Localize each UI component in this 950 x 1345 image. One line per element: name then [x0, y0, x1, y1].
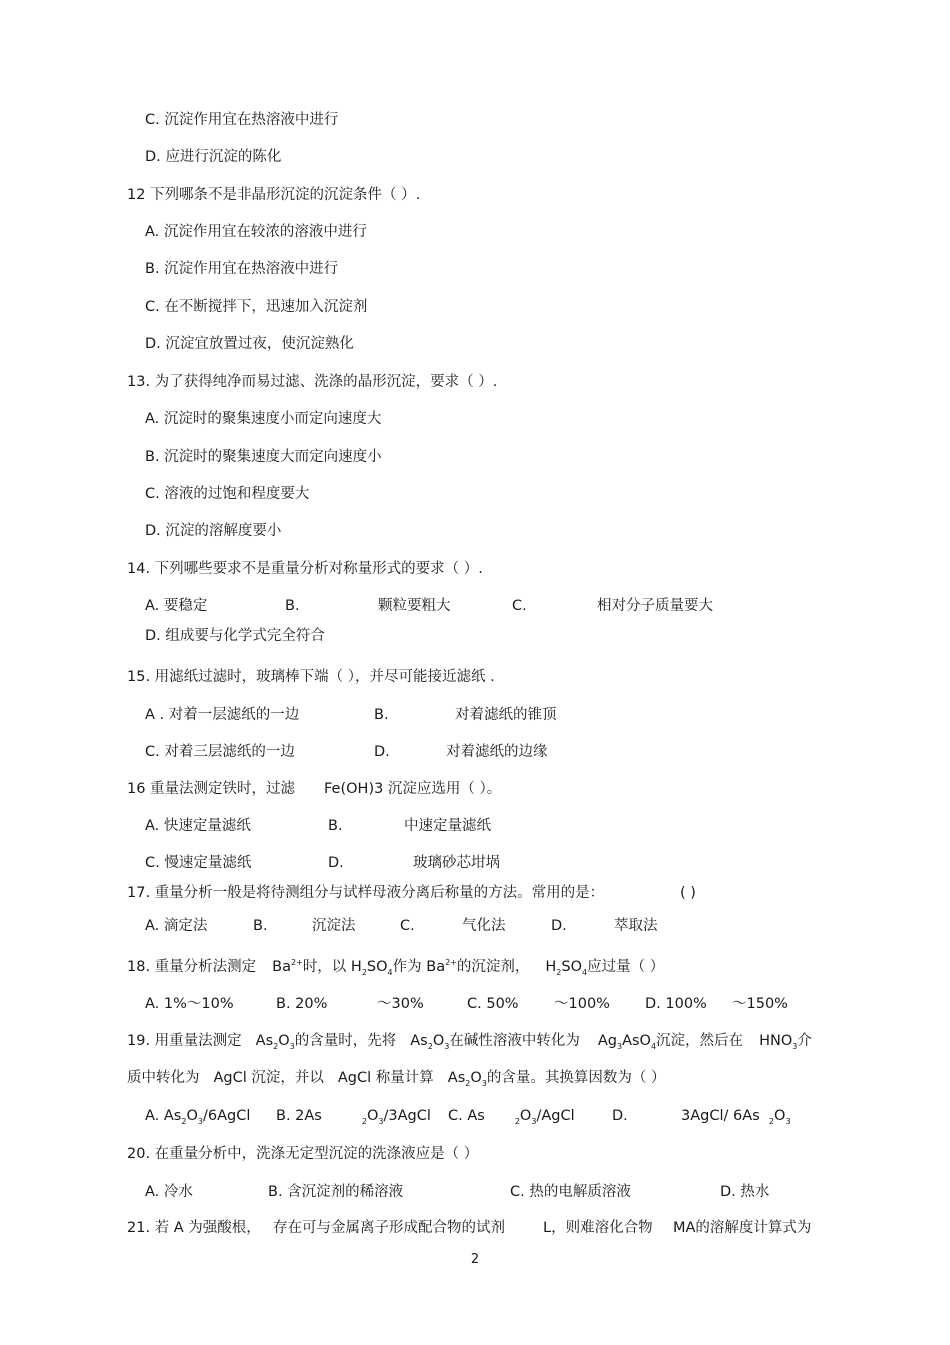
q15-option-d-letter: D. — [374, 744, 390, 760]
q15-option-b: 对着滤纸的锥顶 — [455, 707, 557, 723]
q15-option-a: A . 对着一层滤纸的一边 — [145, 707, 300, 723]
q17-stem: 17. 重量分析一般是将待测组分与试样母液分离后称量的方法。常用的是： — [127, 885, 605, 901]
q17-answer-paren: ( ) — [680, 885, 696, 901]
q14-stem: 14. 下列哪些要求不是重量分析对称量形式的要求（ ）. — [127, 561, 483, 577]
q18-stem: 18. 重量分析法测定 $Ba^{2+}$时，以 $H_2SO_4$作为 $Ba^{2+}$的沉淀剂， $H_2SO_4$应过量（ ） — [127, 958, 665, 977]
q18-option-b-range: ～30% — [377, 996, 424, 1012]
q18-option-b: B. 20% — [276, 996, 328, 1012]
q12-option-b: B. 沉淀作用宜在热溶液中进行 — [145, 261, 339, 277]
q20-stem: 20. 在重量分析中，洗涤无定型沉淀的洗涤液应是（ ） — [127, 1146, 479, 1162]
q17-option-c: 气化法 — [462, 918, 506, 934]
q14-option-b-letter: B. — [285, 598, 300, 614]
q20-option-b: B. 含沉淀剂的稀溶液 — [268, 1184, 404, 1200]
q13-option-d: D. 沉淀的溶解度要小 — [145, 523, 282, 539]
q13-option-a: A. 沉淀时的聚集速度小而定向速度大 — [145, 411, 382, 427]
q12-option-d: D. 沉淀宜放置过夜，使沉淀熟化 — [145, 336, 354, 352]
q16-option-b-letter: B. — [328, 818, 343, 834]
q15-stem: 15. 用滤纸过滤时，玻璃棒下端（ ），并尽可能接近滤纸 . — [127, 669, 495, 685]
q19-option-c: C. As $_2O_3$/AgCl — [448, 1108, 575, 1126]
q17-option-d-letter: D. — [551, 918, 567, 934]
q11-option-d: D. 应进行沉淀的陈化 — [145, 149, 282, 165]
q20-option-c: C. 热的电解质溶液 — [510, 1184, 631, 1200]
q17-option-d: 萃取法 — [614, 918, 658, 934]
q19-stem-line2: 质中转化为 AgCl 沉淀，并以 AgCl 称量计算 $As_2O_3$的含量。其换算因数为（ ） — [127, 1070, 666, 1088]
q13-stem: 13. 为了获得纯净而易过滤、洗涤的晶形沉淀，要求（ ）. — [127, 374, 498, 390]
q15-option-b-letter: B. — [374, 707, 389, 723]
q14-option-b: 颗粒要粗大 — [378, 598, 451, 614]
q16-stem-part2: Fe(OH)3 沉淀应选用（ ）。 — [324, 781, 502, 797]
q19-option-a: A. $As_2O_3/6AgCl$ — [145, 1108, 251, 1126]
q14-option-c: 相对分子质量要大 — [597, 598, 713, 614]
q20-option-d: D. 热水 — [720, 1184, 770, 1200]
q21-stem-part3: L，则难溶化合物 — [543, 1220, 653, 1236]
q17-option-b-letter: B. — [253, 918, 268, 934]
q16-stem-part1: 16 重量法测定铁时，过滤 — [127, 781, 296, 797]
q16-option-d-letter: D. — [328, 855, 344, 871]
q17-option-b: 沉淀法 — [312, 918, 356, 934]
q16-option-c: C. 慢速定量滤纸 — [145, 855, 252, 871]
q18-option-a: A. 1%～10% — [145, 996, 234, 1012]
q14-option-c-letter: C. — [512, 598, 527, 614]
q11-option-c: C. 沉淀作用宜在热溶液中进行 — [145, 112, 339, 128]
q18-option-d: D. 100% — [645, 996, 707, 1012]
q21-stem-part1: 21. 若 A 为强酸根， — [127, 1220, 261, 1236]
q18-option-c: C. 50% — [467, 996, 519, 1012]
q21-stem-part4: MA的溶解度计算式为 — [673, 1220, 812, 1236]
q16-option-b: 中速定量滤纸 — [404, 818, 491, 834]
q12-stem: 12 下列哪条不是非晶形沉淀的沉淀条件（ ）. — [127, 187, 421, 203]
q20-option-a: A. 冷水 — [145, 1184, 193, 1200]
q12-option-c: C. 在不断搅拌下，迅速加入沉淀剂 — [145, 299, 368, 315]
q14-option-a: A. 要稳定 — [145, 598, 208, 614]
q13-option-b: B. 沉淀时的聚集速度大而定向速度小 — [145, 449, 382, 465]
page-number: 2 — [470, 1252, 480, 1267]
q19-option-d-letter: D. — [612, 1108, 628, 1124]
q19-option-b: B. 2As $_2O_3/3AgCl$ — [276, 1108, 431, 1126]
q15-option-c: C. 对着三层滤纸的一边 — [145, 744, 295, 760]
q12-option-a: A. 沉淀作用宜在较浓的溶液中进行 — [145, 224, 367, 240]
q17-option-c-letter: C. — [400, 918, 415, 934]
q18-option-c-range: ～100% — [554, 996, 610, 1012]
q15-option-d: 对着滤纸的边缘 — [446, 744, 548, 760]
q16-option-a: A. 快速定量滤纸 — [145, 818, 251, 834]
q17-option-a: A. 滴定法 — [145, 918, 208, 934]
q18-option-d-range: ～150% — [732, 996, 788, 1012]
q19-option-d: 3AgCl/ 6As $_2O_3$ — [681, 1108, 791, 1126]
q13-option-c: C. 溶液的过饱和程度要大 — [145, 486, 310, 502]
q21-stem-part2: 存在可与金属离子形成配合物的试剂 — [273, 1220, 505, 1236]
q16-option-d: 玻璃砂芯坩埚 — [413, 855, 500, 871]
q14-option-d: D. 组成要与化学式完全符合 — [145, 628, 325, 644]
q19-stem-line1: 19. 用重量法测定 $As_2O_3$的含量时，先将 $As_2O_3$在碱性溶液中转化为 $Ag_3AsO_4$沉淀，然后在 $HNO_3$介 — [127, 1033, 812, 1051]
